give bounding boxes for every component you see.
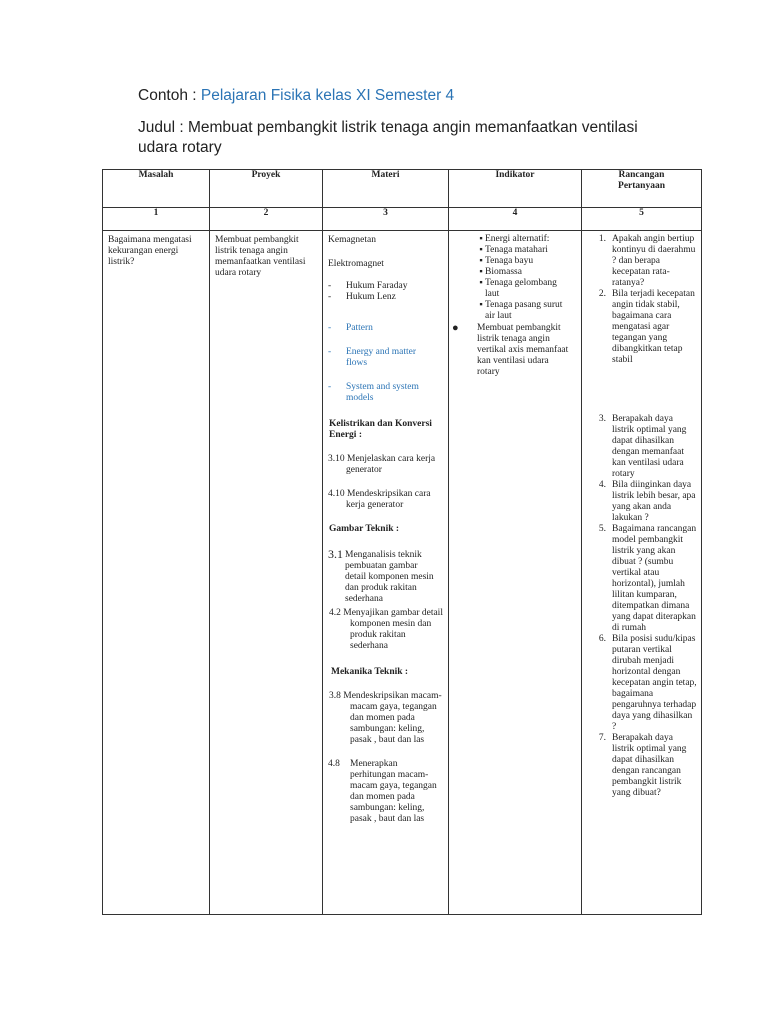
pertanyaan-item-3: [582, 414, 697, 480]
indikator-item-5: Tenaga gelombang laut: [485, 278, 557, 299]
materi-kd-4-8-text: Menerapkan perhitungan macam-macam gaya, tegangan dan momen pada sambungan: keling, pasak , baut dan las: [350, 759, 437, 824]
indikator-list: ▪ Energi alternatif: ▪ Tenaga matahari ▪ Tenaga bayu ▪ Biomassa ▪ Tenaga gelombang laut ▪ Tenaga pasang surut air laut: [477, 234, 573, 322]
content-row: [103, 231, 702, 915]
pertanyaan-num-7: 7.: [598, 733, 606, 743]
materi-kelistrikan-label: Kelistrikan dan Konversi Energi: [329, 419, 432, 440]
materi-mekanika-title: Mekanika Teknik :: [331, 667, 409, 677]
pertanyaan-item-5: [582, 524, 697, 634]
indikator-item-1: Energi alternatif:: [485, 234, 550, 244]
contoh-link: Pelajaran Fisika kelas XI Semester 4: [200, 87, 455, 104]
lesson-table: [102, 169, 702, 915]
header-materi: Materi: [323, 170, 449, 208]
pertanyaan-num-2: 2.: [598, 289, 606, 299]
pertanyaan-item-2: [582, 289, 697, 366]
pertanyaan-num-6: 6.: [598, 634, 606, 644]
materi-kelistrikan-title: Kelistrikan dan Konversi Energi :: [329, 419, 432, 440]
indikator-item-4: Biomassa: [485, 267, 522, 277]
pertanyaan-num-4: 4.: [598, 480, 606, 490]
materi-gambar-label: Gambar Teknik: [329, 524, 394, 534]
indikator-item-6: Tenaga pasang surut air laut: [485, 300, 563, 321]
masalah-text: Bagaimana mengatasi kekurangan energi listrik?: [108, 235, 192, 267]
indikator-cell: [449, 231, 582, 915]
indikator-item-3: Tenaga bayu: [485, 256, 534, 266]
indikator-main: Membuat pembangkit listrik tenaga angin vertikal axis memanfaat kan ventilasi udara rotary: [477, 323, 569, 377]
contoh-line: [138, 86, 454, 106]
pertanyaan-text-2: Bila terjadi kecepatan angin tidak stabil, bagaimana cara mengatasi agar tegangan yang dibangkitkan tetap stabil: [612, 289, 695, 365]
materi-kd-3-1-num: 3.1: [328, 547, 343, 561]
col-number-1: 1: [103, 208, 210, 231]
materi-cell: Kemagnetan Elektromagnet - Hukum Faraday - Hukum Lenz - Pattern - Energy and matter flows - System and system models Kelistrikan dan Konversi Energi : 3.10 Menjelaskan cara kerja generator 4.10 Mendeskripsikan cara kerja generator Gambar Teknik : 3.1 Menganalisis teknik pembuatan gambar detail komponen mesin dan produk rakitan sederhana 4.2 Menyajikan gambar detail komponen mesin dan produk rakitan sederhana Mekanika Teknik : 3.8 Mendeskripsikan macam-macam gaya, tegangan dan momen pada sambungan: keling, pasak , baut dan las 4.8 Menerapkan perhitungan macam-macam gaya, tegangan dan momen pada sambungan: keling, pasak , baut dan las: [323, 231, 449, 915]
header-proyek: Proyek: [210, 170, 323, 208]
header-row: [103, 170, 702, 208]
header-rancangan-label: Rancangan Pertanyaan: [618, 170, 665, 191]
materi-kd-3-1-label: Menganalisis teknik pembuatan gambar detail komponen mesin dan produk rakitan sederhana: [345, 550, 434, 604]
materi-kd-4-2: 4.2 Menyajikan gambar detail komponen mesin dan produk rakitan sederhana: [329, 608, 443, 651]
pertanyaan-item-1: [582, 234, 697, 289]
materi-kd-3-8: 3.8 Mendeskripsikan macam-macam gaya, tegangan dan momen pada sambungan: keling, pasak , baut dan las: [329, 691, 442, 745]
col-number-5: 5: [582, 208, 702, 231]
materi-mekanika-label: Mekanika Teknik: [331, 667, 403, 677]
pertanyaan-text-7: Berapakah daya listrik optimal yang dapat dihasilkan dengan rancangan pembangkit listrik yang dibuat?: [612, 733, 687, 798]
masalah-cell: [103, 231, 210, 915]
materi-energy-matter: Energy and matter flows: [346, 347, 416, 368]
materi-hukum-faraday: Hukum Faraday: [346, 281, 408, 291]
judul-line: Judul : Membuat pembangkit listrik tenaga angin memanfaatkan ventilasi udara rotary: [138, 119, 638, 156]
pertanyaan-num-1: 1.: [598, 234, 606, 244]
pertanyaan-text-6: Bila posisi sudu/kipas putaran vertikal dirubah menjadi horizontal dengan kecepatan angin tetap, bagaimana pengaruhnya terhadap daya yang dihasilkan ?: [612, 634, 697, 732]
materi-kd-3-1-text: [345, 550, 437, 605]
materi-kd-4-8-num: 4.8: [328, 759, 340, 769]
pertanyaan-item-4: [582, 480, 697, 524]
pertanyaan-text-5: Bagaimana rancangan model pembangkit listrik yang akan dibuat ? (sumbu vertikal atau horizontal), jumlah lilitan kumparan, ditempatkan dimana yang dapat diterapkan di rumah: [612, 524, 697, 633]
materi-kd-3-10: 3.10 Menjelaskan cara kerja generator: [328, 454, 436, 475]
header-rancangan: [582, 170, 702, 208]
pertanyaan-cell: [582, 231, 702, 915]
pertanyaan-list: [582, 231, 701, 799]
header-indikator: Indikator: [449, 170, 582, 208]
number-row: [103, 208, 702, 231]
contoh-prefix: Contoh :: [138, 87, 201, 104]
pertanyaan-num-5: 5.: [598, 524, 606, 534]
materi-elektromagnet: Elektromagnet: [328, 259, 384, 269]
materi-pattern: Pattern: [346, 323, 373, 333]
indikator-item-2: Tenaga matahari: [485, 245, 548, 255]
proyek-cell: [210, 231, 323, 915]
pertanyaan-item-6: [582, 634, 697, 733]
materi-kemagnetan: Kemagnetan: [328, 235, 377, 245]
indikator-main-bullet: ●: [452, 322, 459, 334]
materi-gambar-title: Gambar Teknik :: [329, 524, 400, 534]
pertanyaan-text-3: Berapakah daya listrik optimal yang dapat dihasilkan dengan memanfaat kan ventilasi udara rotary: [612, 414, 687, 479]
materi-kd-4-10: 4.10 Mendeskripsikan cara kerja generator: [328, 489, 431, 510]
materi-system-models: System and system models: [346, 382, 419, 403]
pertanyaan-text-1: Apakah angin bertiup kontinyu di daerahmu ? dan berapa kecepatan rata-ratanya?: [612, 234, 696, 288]
col-number-2: 2: [210, 208, 323, 231]
pertanyaan-item-7: [582, 733, 697, 799]
pertanyaan-num-3: 3.: [598, 414, 606, 424]
col-number-4: 4: [449, 208, 582, 231]
materi-hukum-lenz: Hukum Lenz: [346, 292, 396, 302]
pertanyaan-text-4: Bila diinginkan daya listrik lebih besar, apa yang akan anda lakukan ?: [612, 480, 696, 523]
col-number-3: 3: [323, 208, 449, 231]
proyek-text: Membuat pembangkit listrik tenaga angin memanfaatkan ventilasi udara rotary: [215, 235, 306, 278]
header-masalah: Masalah: [103, 170, 210, 208]
